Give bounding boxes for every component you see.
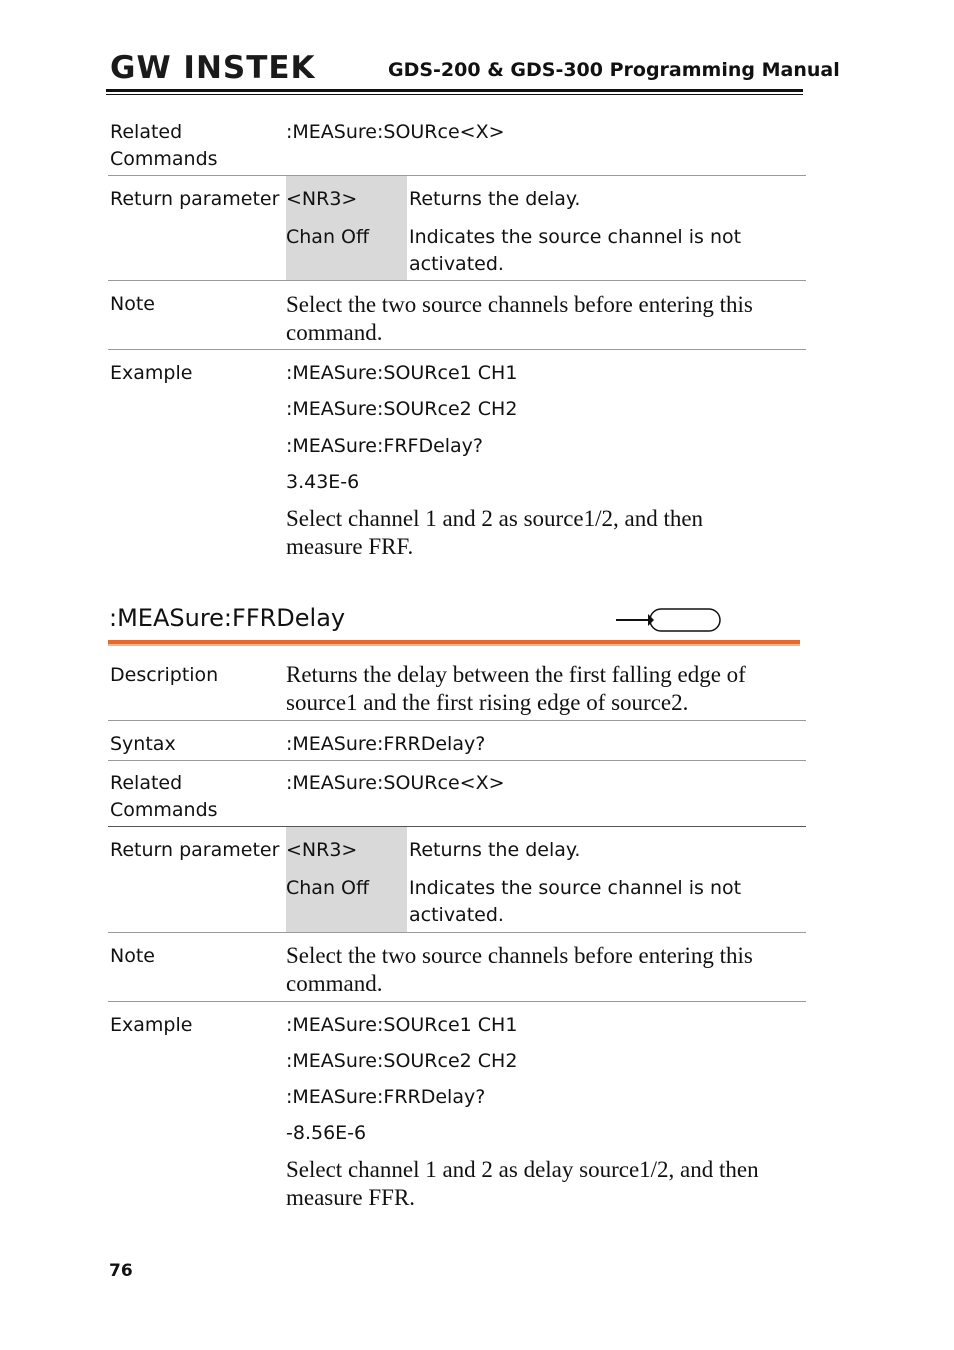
query-arrow-icon (614, 606, 724, 634)
return-desc-nr3: Returns the delay. (409, 839, 581, 861)
example-return-value: -8.56E-6 (286, 1122, 367, 1144)
example-line: :MEASure:SOURce2 CH2 (286, 1050, 518, 1072)
page-number: 76 (109, 1261, 133, 1281)
syntax-value: :MEASure:FRRDelay? (286, 733, 486, 755)
divider (108, 826, 806, 827)
example-explanation: Select channel 1 and 2 as delay source1/2, and then measure FFR. (286, 1157, 759, 1210)
example-line: :MEASure:FRRDelay? (286, 1086, 486, 1108)
return-param-chan-off: Chan Off (286, 226, 370, 248)
related-commands-label: Related Commands (110, 772, 218, 821)
gw-instek-logo: GW INSTEK (110, 50, 316, 86)
command-title: :MEASure:FFRDelay (109, 604, 346, 632)
related-commands-label: Related Commands (110, 121, 218, 170)
return-parameter-label: Return parameter (110, 188, 280, 210)
note-label: Note (110, 293, 155, 315)
return-desc-chan-off: Indicates the source channel is not activated. (409, 226, 742, 275)
accent-rule-shadow (108, 644, 800, 646)
description-text: Returns the delay between the first falling edge of source1 and the first rising edge of source2. (286, 662, 746, 715)
divider (108, 349, 806, 350)
manual-title: GDS-200 & GDS-300 Programming Manual (388, 59, 840, 81)
return-desc-chan-off: Indicates the source channel is not activated. (409, 877, 742, 926)
divider (108, 175, 806, 176)
example-line: :MEASure:SOURce2 CH2 (286, 398, 518, 420)
example-line: :MEASure:SOURce1 CH1 (286, 1014, 518, 1036)
example-label: Example (110, 1014, 193, 1036)
example-label: Example (110, 362, 193, 384)
divider (108, 760, 806, 761)
return-param-nr3: <NR3> (286, 188, 358, 210)
example-line: :MEASure:SOURce1 CH1 (286, 362, 518, 384)
header-rule-thick (106, 89, 803, 92)
syntax-label: Syntax (110, 733, 176, 755)
divider (108, 932, 806, 933)
related-commands-value: :MEASure:SOURce<X> (286, 121, 505, 143)
return-parameter-label: Return parameter (110, 839, 280, 861)
note-label: Note (110, 945, 155, 967)
return-param-chan-off: Chan Off (286, 877, 370, 899)
header-rule-thin (106, 94, 803, 95)
example-return-value: 3.43E-6 (286, 471, 360, 493)
example-line: :MEASure:FRFDelay? (286, 435, 484, 457)
divider (108, 720, 806, 721)
note-text: Select the two source channels before entering this command. (286, 943, 753, 996)
description-label: Description (110, 664, 219, 686)
divider (108, 1001, 806, 1002)
related-commands-value: :MEASure:SOURce<X> (286, 772, 505, 794)
note-text: Select the two source channels before entering this command. (286, 292, 753, 345)
divider (108, 280, 806, 281)
return-desc-nr3: Returns the delay. (409, 188, 581, 210)
example-explanation: Select channel 1 and 2 as source1/2, and then measure FRF. (286, 506, 704, 559)
return-param-nr3: <NR3> (286, 839, 358, 861)
